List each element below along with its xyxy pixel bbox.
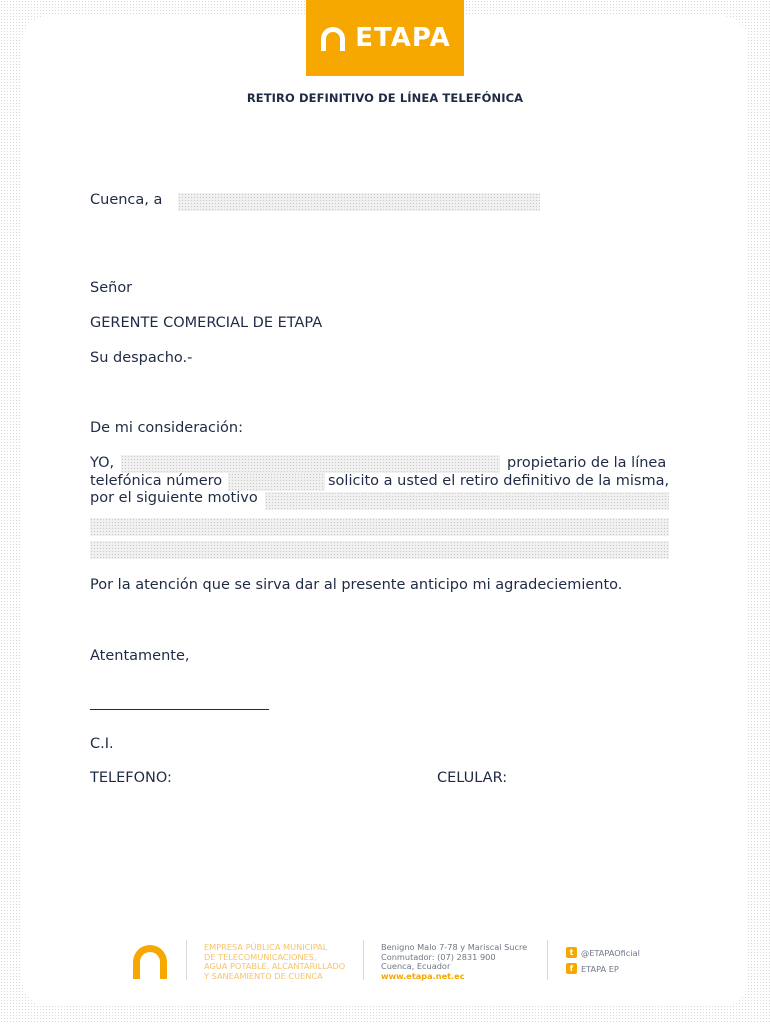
twitter-icon: t (566, 947, 577, 958)
footer-twitter[interactable] (566, 947, 640, 958)
etapa-logo (306, 0, 464, 76)
footer-org-line: DE TELECOMUNICACIONES, (204, 951, 317, 962)
greeting: De mi consideración: (90, 420, 243, 436)
phone-number-field[interactable] (228, 473, 325, 491)
celular-label: CELULAR: (437, 770, 508, 786)
place-date-label: Cuenca, a (90, 192, 163, 208)
ci-label: C.I. (90, 736, 114, 752)
yo-label: YO, (90, 455, 115, 471)
reason-field-line-2[interactable] (90, 518, 669, 536)
footer-divider (547, 940, 548, 980)
telefono-label: TELEFONO: (90, 770, 172, 786)
facebook-handle: ETAPA EP (581, 963, 619, 974)
reason-field[interactable] (265, 492, 669, 510)
signature-line (90, 709, 269, 710)
reason-field-line-3[interactable] (90, 541, 669, 559)
recipient: GERENTE COMERCIAL DE ETAPA (90, 315, 323, 331)
salutation: Señor (90, 280, 133, 296)
footer-website-link[interactable]: www.etapa.net.ec (381, 970, 465, 981)
footer-org-line: AGUA POTABLE, ALCANTARILLADO (204, 961, 346, 972)
form-page (22, 16, 748, 1006)
footer-divider (363, 940, 364, 980)
footer-address-line: Cuenca, Ecuador (381, 961, 451, 972)
owner-of-line-label: propietario de la línea (507, 455, 667, 471)
footer-address-line: Conmutador: (07) 2831 900 (381, 951, 496, 962)
logo-text: ETAPA (355, 23, 451, 53)
footer-address (381, 943, 527, 981)
closing: Atentamente, (90, 648, 190, 664)
etapa-arch-icon (319, 25, 347, 51)
footer-logo (131, 943, 169, 983)
twitter-handle: @ETAPAOficial (581, 947, 640, 958)
footer-org-line: Y SANEAMIENTO DE CUENCA (204, 970, 323, 981)
reason-label: por el siguiente motivo (90, 490, 258, 506)
phone-number-label: telefónica número (90, 473, 223, 489)
footer-address-line: Benigno Malo 7-78 y Mariscal Sucre (381, 942, 528, 952)
footer-facebook[interactable] (566, 963, 619, 974)
name-field[interactable] (121, 455, 500, 473)
footer-org-line: EMPRESA PÚBLICA MUNICIPAL (204, 942, 328, 952)
facebook-icon: f (566, 963, 577, 974)
form-title: RETIRO DEFINITIVO DE LÍNEA TELEFÓNICA (246, 91, 524, 105)
office-line: Su despacho.- (90, 350, 193, 366)
footer-divider (186, 940, 187, 980)
date-field[interactable] (178, 193, 540, 211)
request-text: solicito a usted el retiro definitivo de la misma, (328, 473, 670, 489)
etapa-arch-icon (131, 943, 169, 979)
thanks-text: Por la atención que se sirva dar al presente anticipo mi agradeciemiento. (90, 577, 623, 593)
footer-org (204, 943, 345, 981)
